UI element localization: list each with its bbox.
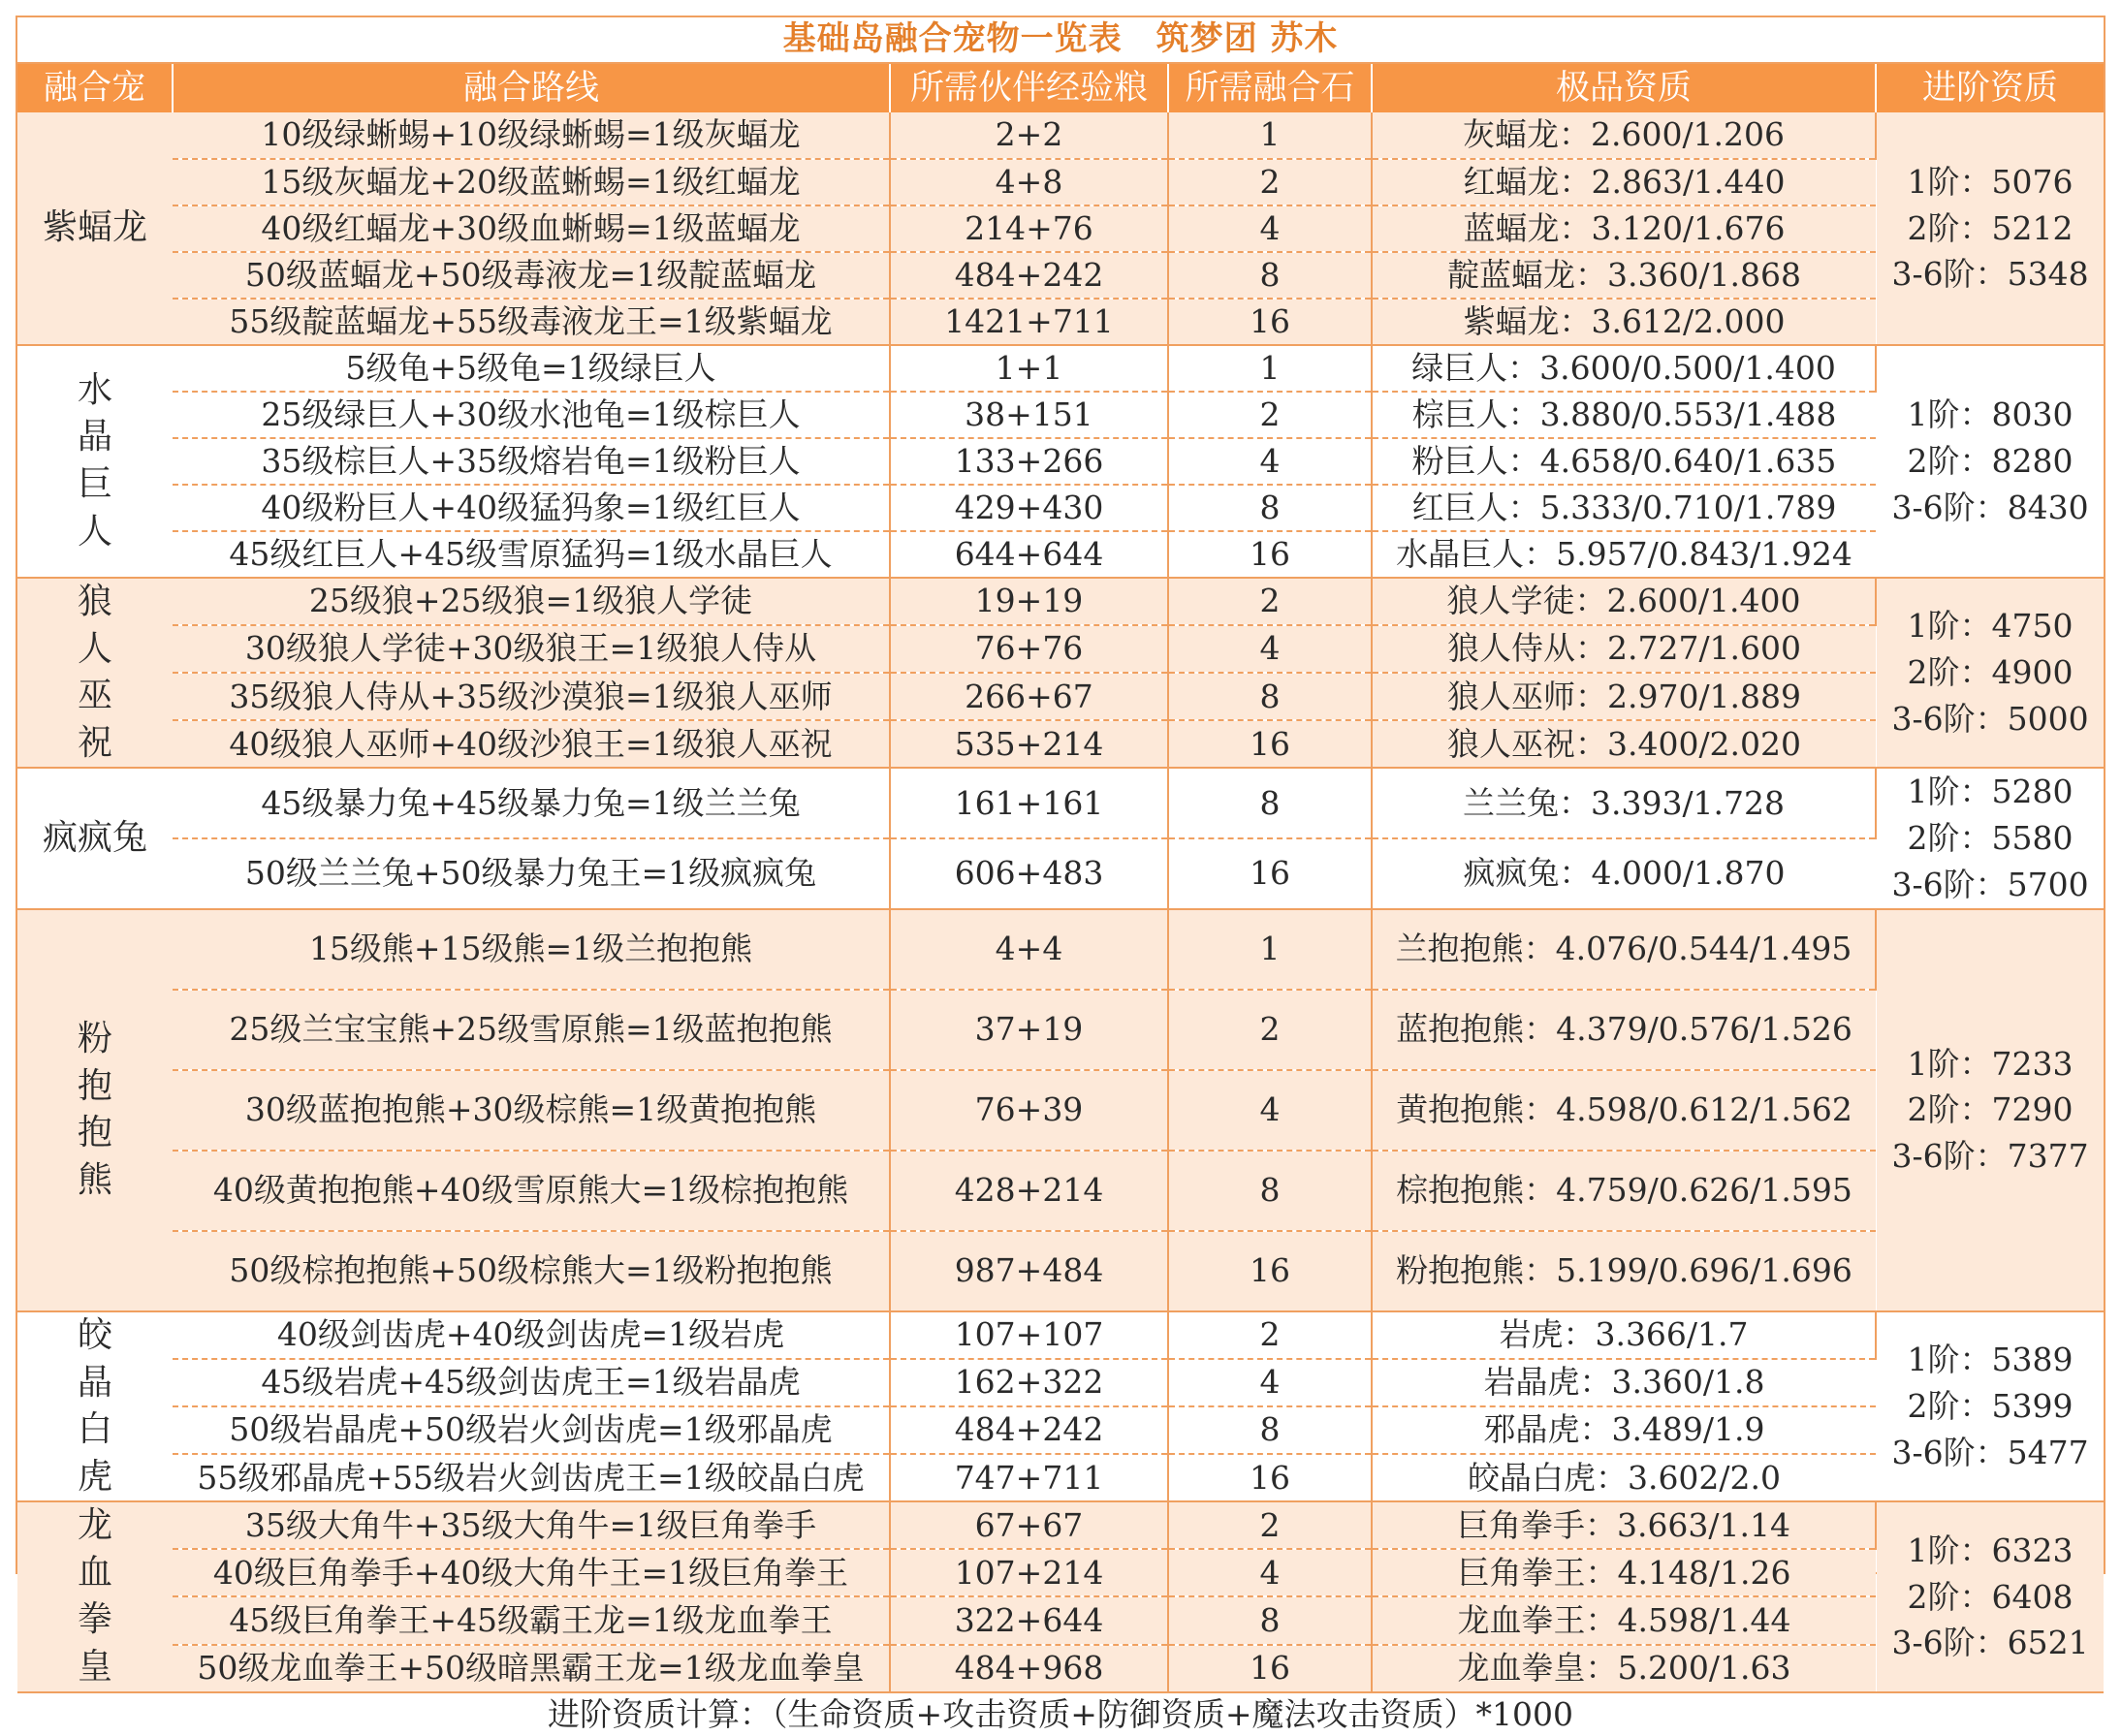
advance-tier: 2阶：5212 xyxy=(1907,208,2074,247)
route-cell: 55级靛蓝蝠龙+55级毒液龙王=1级紫蝠龙 xyxy=(173,299,890,345)
fusion-pet-table xyxy=(17,17,2104,1736)
header-stones: 所需融合石 xyxy=(1168,63,1372,112)
advance-tier: 3-6阶：7377 xyxy=(1891,1137,2089,1176)
route-cell: 50级龙血拳王+50级暗黑霸王龙=1级龙血拳皇 xyxy=(173,1645,890,1692)
aptitude-cell: 巨角拳王：4.148/1.26 xyxy=(1372,1549,1876,1596)
table-row xyxy=(17,1231,2104,1311)
exp-cell: 19+19 xyxy=(890,578,1168,625)
exp-cell: 644+644 xyxy=(890,531,1168,578)
advance-tier: 3-6阶：8430 xyxy=(1891,488,2089,526)
pet-name: 皎晶白虎 xyxy=(77,1314,112,1497)
table-row xyxy=(17,768,2104,838)
advance-aptitude-cell xyxy=(1876,768,2104,909)
table-row xyxy=(17,1151,2104,1231)
table-row xyxy=(17,531,2104,578)
stones-cell: 8 xyxy=(1168,673,1372,720)
stones-cell: 8 xyxy=(1168,485,1372,531)
aptitude-cell: 邪晶虎：3.489/1.9 xyxy=(1372,1406,1876,1454)
pet-name: 粉抱抱熊 xyxy=(77,1019,112,1200)
table-row xyxy=(17,1501,2104,1549)
stones-cell: 1 xyxy=(1168,909,1372,990)
stones-cell: 16 xyxy=(1168,1454,1372,1501)
header-route: 融合路线 xyxy=(173,63,890,112)
route-cell: 45级暴力兔+45级暴力兔=1级兰兰兔 xyxy=(173,768,890,838)
aptitude-cell: 绿巨人：3.600/0.500/1.400 xyxy=(1372,345,1876,392)
aptitude-cell: 红蝠龙：2.863/1.440 xyxy=(1372,159,1876,205)
pet-name-cell xyxy=(17,768,173,909)
exp-cell: 484+968 xyxy=(890,1645,1168,1692)
exp-cell: 76+76 xyxy=(890,625,1168,673)
route-cell: 55级邪晶虎+55级岩火剑齿虎王=1级皎晶白虎 xyxy=(173,1454,890,1501)
aptitude-cell: 狼人巫师：2.970/1.889 xyxy=(1372,673,1876,720)
advance-aptitude-cell xyxy=(1876,112,2104,345)
exp-cell: 4+8 xyxy=(890,159,1168,205)
aptitude-cell: 龙血拳皇：5.200/1.63 xyxy=(1372,1645,1876,1692)
pet-name-cell xyxy=(17,345,173,578)
pet-name: 疯疯兔 xyxy=(42,817,147,858)
aptitude-cell: 岩晶虎：3.360/1.8 xyxy=(1372,1359,1876,1406)
stones-cell: 16 xyxy=(1168,838,1372,909)
route-cell: 40级剑齿虎+40级剑齿虎=1级岩虎 xyxy=(173,1311,890,1359)
table-row xyxy=(17,673,2104,720)
exp-cell: 484+242 xyxy=(890,1406,1168,1454)
table-row xyxy=(17,1311,2104,1359)
stones-cell: 2 xyxy=(1168,392,1372,438)
advance-tier: 1阶：5389 xyxy=(1907,1341,2074,1379)
table-row xyxy=(17,438,2104,485)
stones-cell: 4 xyxy=(1168,625,1372,673)
stones-cell: 2 xyxy=(1168,1311,1372,1359)
exp-cell: 107+214 xyxy=(890,1549,1168,1596)
aptitude-cell: 皎晶白虎：3.602/2.0 xyxy=(1372,1454,1876,1501)
route-cell: 40级粉巨人+40级猛犸象=1级红巨人 xyxy=(173,485,890,531)
route-cell: 50级蓝蝠龙+50级毒液龙=1级靛蓝蝠龙 xyxy=(173,252,890,299)
exp-cell: 67+67 xyxy=(890,1501,1168,1549)
aptitude-cell: 灰蝠龙：2.600/1.206 xyxy=(1372,112,1876,159)
aptitude-cell: 岩虎：3.366/1.7 xyxy=(1372,1311,1876,1359)
aptitude-cell: 狼人侍从：2.727/1.600 xyxy=(1372,625,1876,673)
table-row xyxy=(17,252,2104,299)
table-body xyxy=(17,112,2104,1692)
table-row xyxy=(17,1645,2104,1692)
route-cell: 10级绿蜥蜴+10级绿蜥蜴=1级灰蝠龙 xyxy=(173,112,890,159)
route-cell: 40级黄抱抱熊+40级雪原熊大=1级棕抱抱熊 xyxy=(173,1151,890,1231)
stones-cell: 4 xyxy=(1168,1549,1372,1596)
aptitude-cell: 兰抱抱熊：4.076/0.544/1.495 xyxy=(1372,909,1876,990)
advance-tier: 1阶：5076 xyxy=(1907,162,2074,201)
exp-cell: 214+76 xyxy=(890,205,1168,252)
advance-tier: 2阶：7290 xyxy=(1907,1090,2074,1129)
advance-tier: 1阶：4750 xyxy=(1907,607,2074,646)
exp-cell: 4+4 xyxy=(890,909,1168,990)
aptitude-cell: 蓝蝠龙：3.120/1.676 xyxy=(1372,205,1876,252)
pet-name: 狼人巫祝 xyxy=(77,582,112,763)
table-row xyxy=(17,1549,2104,1596)
advance-tier: 2阶：8280 xyxy=(1907,442,2074,481)
route-cell: 45级岩虎+45级剑齿虎王=1级岩晶虎 xyxy=(173,1359,890,1406)
fusion-pet-table-frame xyxy=(16,16,2105,1733)
table-row xyxy=(17,485,2104,531)
aptitude-cell: 巨角拳手：3.663/1.14 xyxy=(1372,1501,1876,1549)
exp-cell: 322+644 xyxy=(890,1596,1168,1644)
route-cell: 45级红巨人+45级雪原猛犸=1级水晶巨人 xyxy=(173,531,890,578)
table-row xyxy=(17,578,2104,625)
table-row xyxy=(17,345,2104,392)
exp-cell: 429+430 xyxy=(890,485,1168,531)
table-row xyxy=(17,392,2104,438)
exp-cell: 266+67 xyxy=(890,673,1168,720)
route-cell: 30级狼人学徒+30级狼王=1级狼人侍从 xyxy=(173,625,890,673)
table-row xyxy=(17,205,2104,252)
advance-tier: 1阶：5280 xyxy=(1907,773,2074,811)
advance-tier: 1阶：7233 xyxy=(1907,1044,2074,1083)
route-cell: 25级绿巨人+30级水池龟=1级棕巨人 xyxy=(173,392,890,438)
table-row xyxy=(17,990,2104,1070)
aptitude-cell: 靛蓝蝠龙：3.360/1.868 xyxy=(1372,252,1876,299)
aptitude-cell: 兰兰兔：3.393/1.728 xyxy=(1372,768,1876,838)
exp-cell: 76+39 xyxy=(890,1070,1168,1151)
route-cell: 35级大角牛+35级大角牛=1级巨角拳手 xyxy=(173,1501,890,1549)
stones-cell: 2 xyxy=(1168,990,1372,1070)
table-row xyxy=(17,1070,2104,1151)
advance-tier: 2阶：6408 xyxy=(1907,1577,2074,1616)
table-row xyxy=(17,1454,2104,1501)
advance-aptitude-cell xyxy=(1876,1311,2104,1501)
stones-cell: 4 xyxy=(1168,1070,1372,1151)
table-row xyxy=(17,838,2104,909)
stones-cell: 8 xyxy=(1168,252,1372,299)
stones-cell: 2 xyxy=(1168,159,1372,205)
advance-tier: 1阶：8030 xyxy=(1907,395,2074,434)
header-exp: 所需伙伴经验粮 xyxy=(890,63,1168,112)
table-row xyxy=(17,159,2104,205)
stones-cell: 16 xyxy=(1168,720,1372,768)
table-row xyxy=(17,1406,2104,1454)
aptitude-cell: 粉抱抱熊：5.199/0.696/1.696 xyxy=(1372,1231,1876,1311)
exp-cell: 747+711 xyxy=(890,1454,1168,1501)
aptitude-cell: 蓝抱抱熊：4.379/0.576/1.526 xyxy=(1372,990,1876,1070)
aptitude-cell: 狼人巫祝：3.400/2.020 xyxy=(1372,720,1876,768)
exp-cell: 484+242 xyxy=(890,252,1168,299)
exp-cell: 107+107 xyxy=(890,1311,1168,1359)
exp-cell: 37+19 xyxy=(890,990,1168,1070)
stones-cell: 8 xyxy=(1168,768,1372,838)
pet-name-cell xyxy=(17,578,173,768)
stones-cell: 2 xyxy=(1168,1501,1372,1549)
aptitude-cell: 棕巨人：3.880/0.553/1.488 xyxy=(1372,392,1876,438)
advance-aptitude-cell xyxy=(1876,578,2104,768)
pet-name-cell xyxy=(17,1501,173,1691)
pet-name: 水晶巨人 xyxy=(77,369,112,552)
header-advance: 进阶资质 xyxy=(1876,63,2104,112)
stones-cell: 4 xyxy=(1168,438,1372,485)
stones-cell: 2 xyxy=(1168,578,1372,625)
exp-cell: 2+2 xyxy=(890,112,1168,159)
route-cell: 25级狼+25级狼=1级狼人学徒 xyxy=(173,578,890,625)
stones-cell: 16 xyxy=(1168,299,1372,345)
pet-name-cell xyxy=(17,112,173,345)
table-row xyxy=(17,299,2104,345)
advance-aptitude-cell xyxy=(1876,909,2104,1311)
route-cell: 50级岩晶虎+50级岩火剑齿虎=1级邪晶虎 xyxy=(173,1406,890,1454)
advance-tier: 3-6阶：6521 xyxy=(1891,1624,2089,1662)
exp-cell: 1+1 xyxy=(890,345,1168,392)
stones-cell: 8 xyxy=(1168,1406,1372,1454)
route-cell: 50级棕抱抱熊+50级棕熊大=1级粉抱抱熊 xyxy=(173,1231,890,1311)
stones-cell: 8 xyxy=(1168,1596,1372,1644)
aptitude-cell: 龙血拳王：4.598/1.44 xyxy=(1372,1596,1876,1644)
table-title: 基础岛融合宠物一览表 筑梦团 苏木 xyxy=(17,17,2104,63)
route-cell: 15级熊+15级熊=1级兰抱抱熊 xyxy=(173,909,890,990)
aptitude-cell: 红巨人：5.333/0.710/1.789 xyxy=(1372,485,1876,531)
pet-name-cell xyxy=(17,909,173,1311)
footer-note: 进阶资质计算：（生命资质+攻击资质+防御资质+魔法攻击资质）*1000 xyxy=(17,1692,2104,1736)
advance-aptitude-cell xyxy=(1876,345,2104,578)
route-cell: 35级棕巨人+35级熔岩龟=1级粉巨人 xyxy=(173,438,890,485)
aptitude-cell: 紫蝠龙：3.612/2.000 xyxy=(1372,299,1876,345)
aptitude-cell: 棕抱抱熊：4.759/0.626/1.595 xyxy=(1372,1151,1876,1231)
exp-cell: 606+483 xyxy=(890,838,1168,909)
advance-tier: 2阶：5399 xyxy=(1907,1387,2074,1426)
route-cell: 50级兰兰兔+50级暴力兔王=1级疯疯兔 xyxy=(173,838,890,909)
advance-aptitude-cell xyxy=(1876,1501,2104,1691)
stones-cell: 16 xyxy=(1168,1231,1372,1311)
advance-tier: 3-6阶：5000 xyxy=(1891,700,2089,739)
stones-cell: 4 xyxy=(1168,1359,1372,1406)
header-pet: 融合宠 xyxy=(17,63,173,112)
exp-cell: 987+484 xyxy=(890,1231,1168,1311)
exp-cell: 535+214 xyxy=(890,720,1168,768)
route-cell: 40级狼人巫师+40级沙狼王=1级狼人巫祝 xyxy=(173,720,890,768)
exp-cell: 428+214 xyxy=(890,1151,1168,1231)
route-cell: 30级蓝抱抱熊+30级棕熊=1级黄抱抱熊 xyxy=(173,1070,890,1151)
stones-cell: 8 xyxy=(1168,1151,1372,1231)
table-row xyxy=(17,1359,2104,1406)
stones-cell: 1 xyxy=(1168,345,1372,392)
route-cell: 25级兰宝宝熊+25级雪原熊=1级蓝抱抱熊 xyxy=(173,990,890,1070)
route-cell: 45级巨角拳王+45级霸王龙=1级龙血拳王 xyxy=(173,1596,890,1644)
table-row xyxy=(17,1596,2104,1644)
pet-name-cell xyxy=(17,1311,173,1501)
aptitude-cell: 粉巨人：4.658/0.640/1.635 xyxy=(1372,438,1876,485)
exp-cell: 133+266 xyxy=(890,438,1168,485)
stones-cell: 16 xyxy=(1168,1645,1372,1692)
advance-tier: 3-6阶：5700 xyxy=(1891,866,2089,904)
advance-tier: 2阶：5580 xyxy=(1907,819,2074,858)
header-aptitude: 极品资质 xyxy=(1372,63,1876,112)
aptitude-cell: 水晶巨人：5.957/0.843/1.924 xyxy=(1372,531,1876,578)
route-cell: 15级灰蝠龙+20级蓝蜥蜴=1级红蝠龙 xyxy=(173,159,890,205)
table-row xyxy=(17,625,2104,673)
exp-cell: 1421+711 xyxy=(890,299,1168,345)
pet-name: 紫蝠龙 xyxy=(42,207,147,248)
route-cell: 35级狼人侍从+35级沙漠狼=1级狼人巫师 xyxy=(173,673,890,720)
advance-tier: 3-6阶：5348 xyxy=(1891,255,2089,294)
stones-cell: 1 xyxy=(1168,112,1372,159)
stones-cell: 16 xyxy=(1168,531,1372,578)
table-row xyxy=(17,909,2104,990)
stones-cell: 4 xyxy=(1168,205,1372,252)
route-cell: 5级龟+5级龟=1级绿巨人 xyxy=(173,345,890,392)
advance-tier: 2阶：4900 xyxy=(1907,653,2074,692)
route-cell: 40级红蝠龙+30级血蜥蜴=1级蓝蝠龙 xyxy=(173,205,890,252)
aptitude-cell: 狼人学徒：2.600/1.400 xyxy=(1372,578,1876,625)
exp-cell: 38+151 xyxy=(890,392,1168,438)
aptitude-cell: 黄抱抱熊：4.598/0.612/1.562 xyxy=(1372,1070,1876,1151)
table-row xyxy=(17,720,2104,768)
advance-tier: 1阶：6323 xyxy=(1907,1531,2074,1569)
table-row xyxy=(17,112,2104,159)
pet-name: 龙血拳皇 xyxy=(77,1505,112,1688)
aptitude-cell: 疯疯兔：4.000/1.870 xyxy=(1372,838,1876,909)
exp-cell: 162+322 xyxy=(890,1359,1168,1406)
advance-tier: 3-6阶：5477 xyxy=(1891,1434,2089,1472)
exp-cell: 161+161 xyxy=(890,768,1168,838)
route-cell: 40级巨角拳手+40级大角牛王=1级巨角拳王 xyxy=(173,1549,890,1596)
